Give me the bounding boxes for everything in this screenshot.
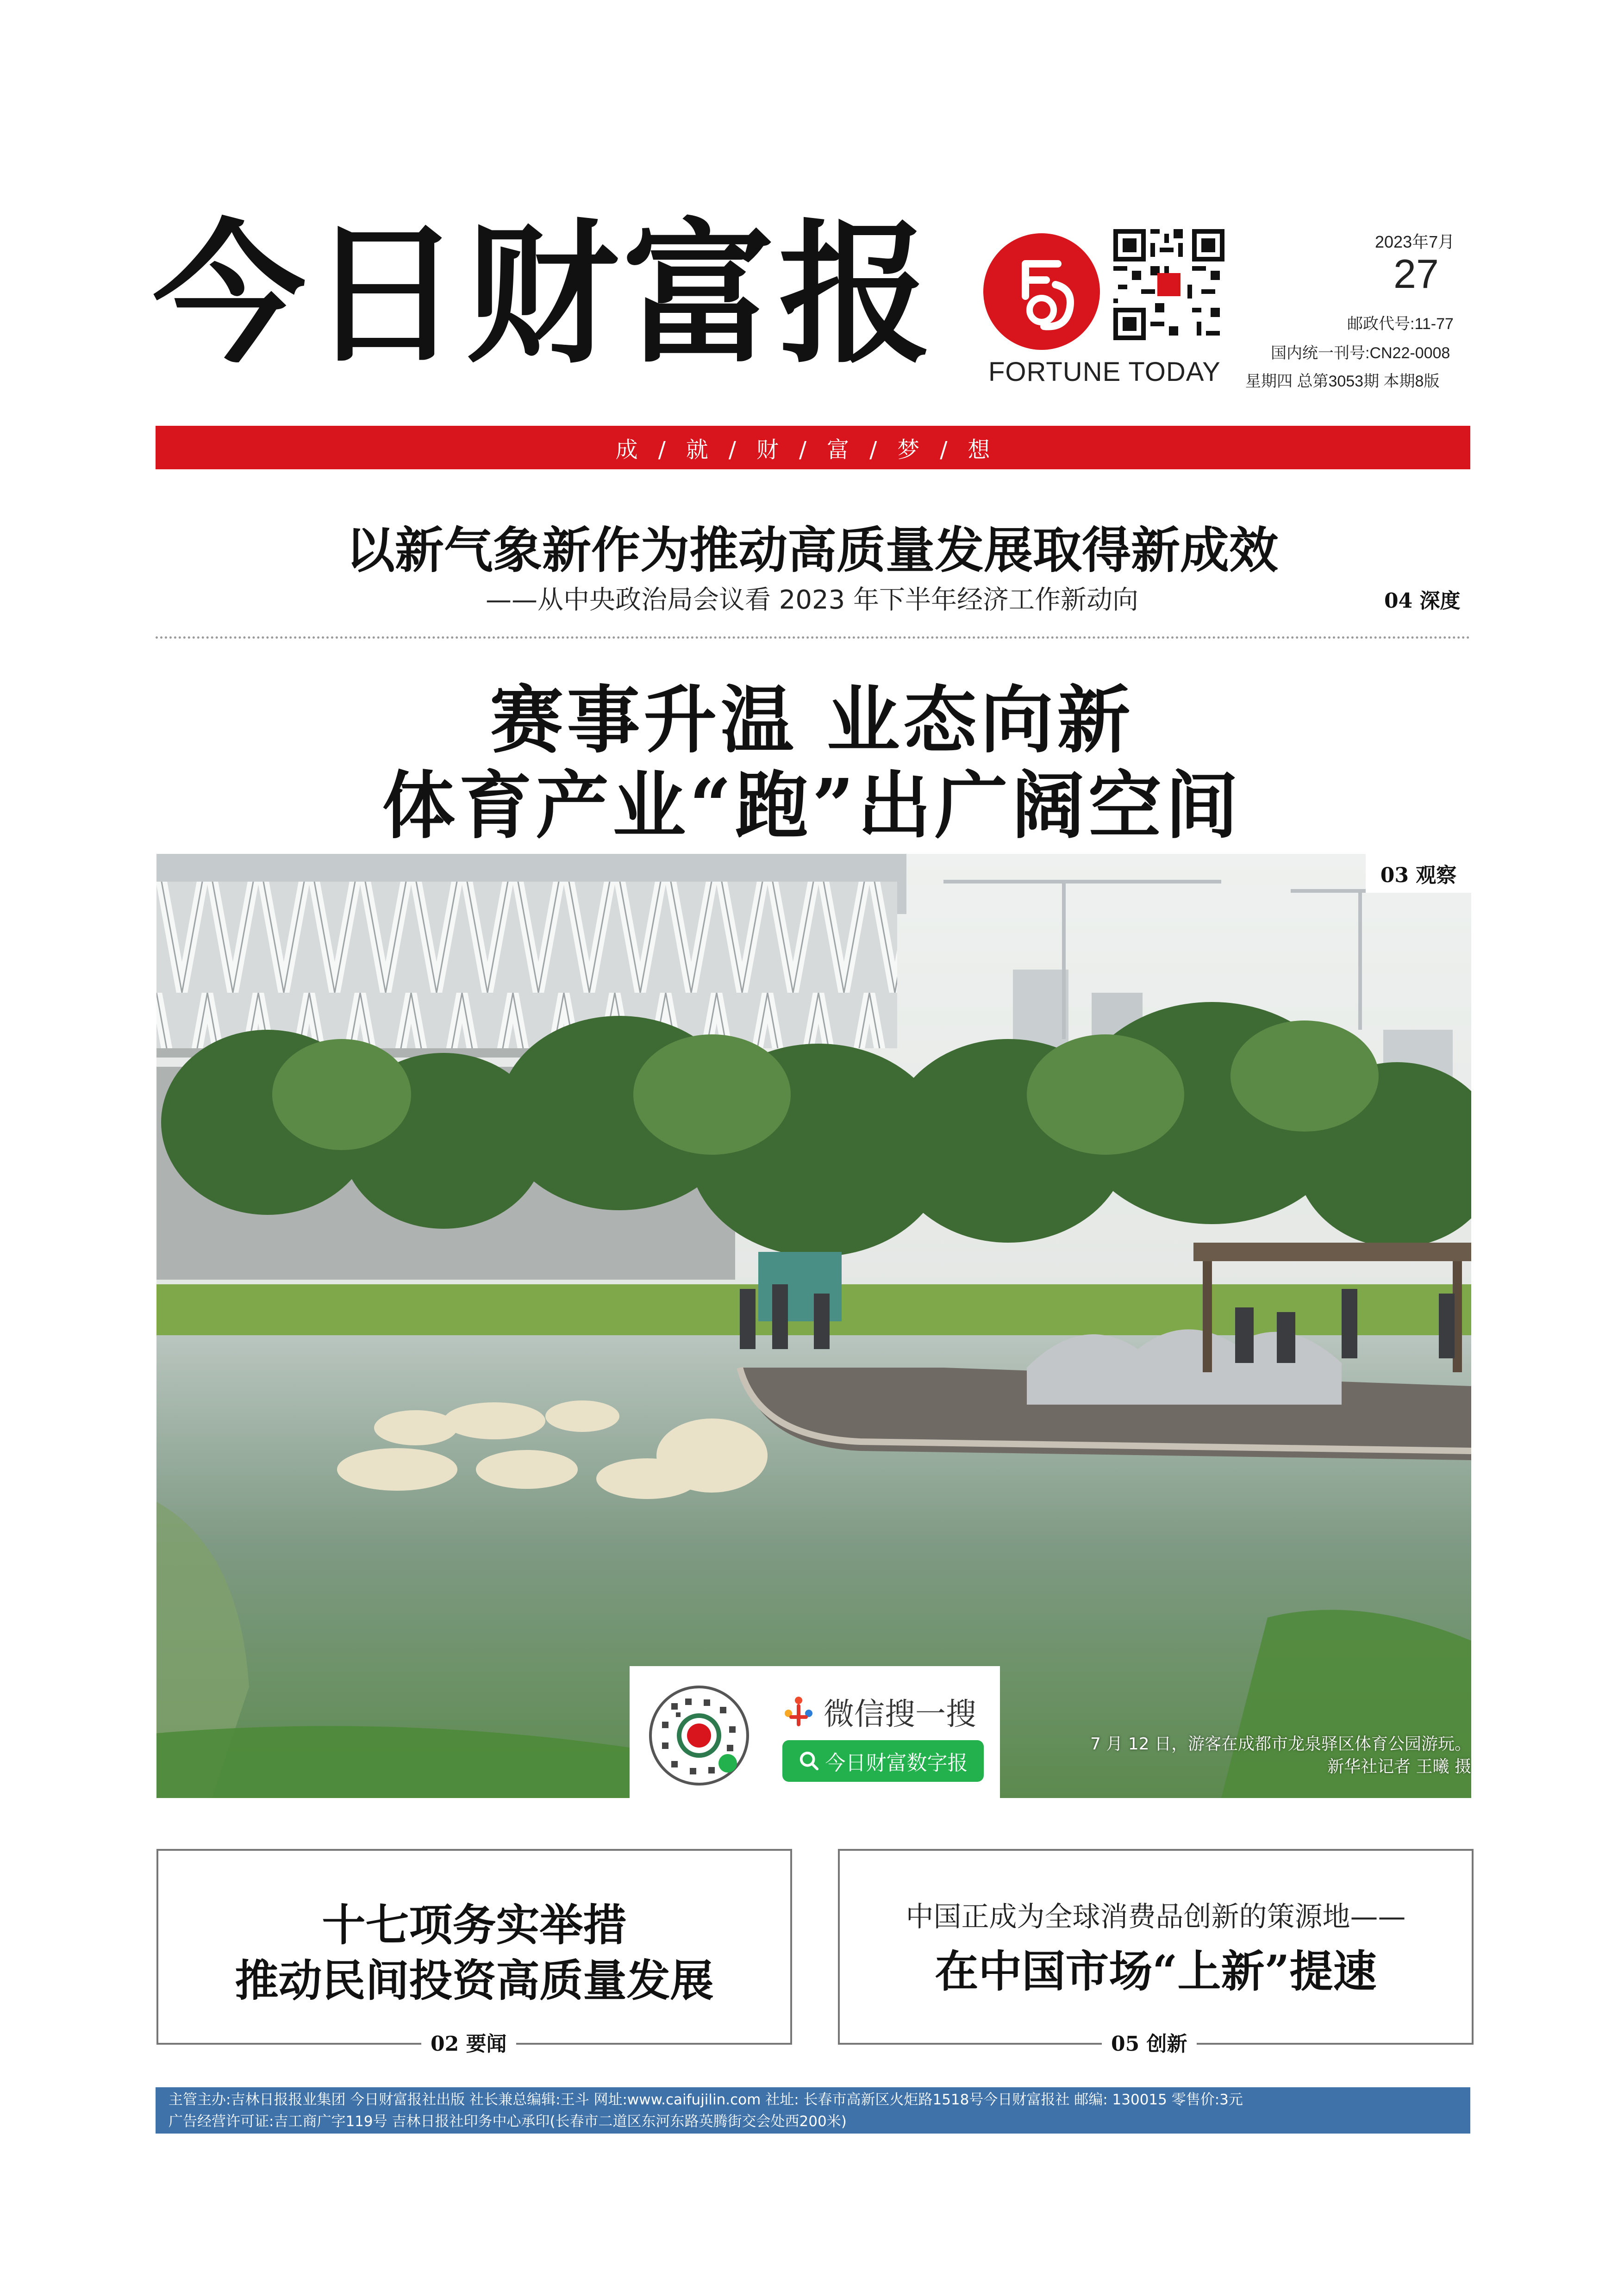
section-ref-depth[interactable]: 04 深度 [1384, 589, 1461, 613]
wechat-mini-program-qr-icon[interactable] [648, 1685, 750, 1786]
issue-date: 2023年7月 [1375, 232, 1455, 251]
photo-caption [1090, 1733, 1471, 1778]
wechat-search-icon [780, 1693, 817, 1730]
section-ref-observe[interactable]: 03 观察 [1366, 854, 1471, 893]
teaser-box-news[interactable] [156, 1849, 792, 2045]
dotted-divider [156, 636, 1470, 639]
qr-code-icon[interactable] [1113, 229, 1224, 340]
issue-info: 星期四 总第3053期 本期8版 [1245, 373, 1440, 390]
teaser-innovation-headline: 在中国市场“上新”提速 [935, 1946, 1377, 1997]
lead-headline-line-2[interactable]: 体育产业“跑”出广阔空间 [382, 763, 1242, 849]
fortune-today-logo-icon [981, 231, 1102, 352]
section-ref-news[interactable]: 02 要闻 [421, 2027, 516, 2057]
imprint-line-2: 广告经营许可证:吉工商广字119号 吉林日报社印务中心承印(长春市二道区东河东路英腾街交会处西200米) [169, 2113, 847, 2130]
slogan-text: 成/就/财/富/梦/想 [615, 436, 1011, 463]
english-title: FORTUNE TODAY [988, 357, 1221, 387]
lead-photo [156, 854, 1471, 1798]
wechat-search-button[interactable] [782, 1740, 984, 1782]
photo-caption-line-1: 7 月 12 日，游客在成都市龙泉驿区体育公园游玩。 [1090, 1735, 1471, 1754]
wechat-search-brand [780, 1689, 976, 1733]
lead-headline-line-1[interactable]: 赛事升温 业态向新 [490, 678, 1134, 763]
imprint-line-1: 主管主办:吉林日报报业集团 今日财富报社出版 社长兼总编辑:王斗 网址:www.caifujilin.com 社址: 长春市高新区火炬路1518号今日财富报社 邮编: 130015 零售价:3元 [169, 2091, 1243, 2108]
teaser-news-line-1: 十七项务实举措 [322, 1900, 627, 1951]
slogan-bar [156, 426, 1470, 469]
teaser-news-line-2: 推动民间投资高质量发展 [235, 1955, 714, 2006]
teaser-innovation-kicker: 中国正成为全球消费品创新的策源地—— [906, 1901, 1406, 1933]
photo-credit: 新华社记者 王曦 摄 [1327, 1757, 1471, 1776]
postal-code: 邮政代号:11-77 [1347, 315, 1454, 333]
headline-depth[interactable]: 以新气象新作为推动高质量发展取得新成效 [346, 522, 1278, 579]
wechat-search-label: 微信搜一搜 [824, 1696, 976, 1732]
section-ref-innovation[interactable]: 05 创新 [1102, 2027, 1197, 2057]
wechat-search-query: 今日财富数字报 [825, 1751, 968, 1775]
teaser-box-innovation[interactable] [838, 1849, 1474, 2045]
issue-day: 27 [1393, 251, 1439, 297]
issn-number: 国内统一刊号:CN22-0008 [1271, 344, 1450, 362]
magnifier-icon [799, 1750, 820, 1772]
subheadline-depth: ——从中央政治局会议看 2023 年下半年经济工作新动向 [485, 585, 1139, 615]
masthead-title: 今日财富报 [153, 204, 935, 384]
imprint-footer [156, 2087, 1470, 2134]
wechat-search-panel[interactable] [630, 1666, 1000, 1798]
